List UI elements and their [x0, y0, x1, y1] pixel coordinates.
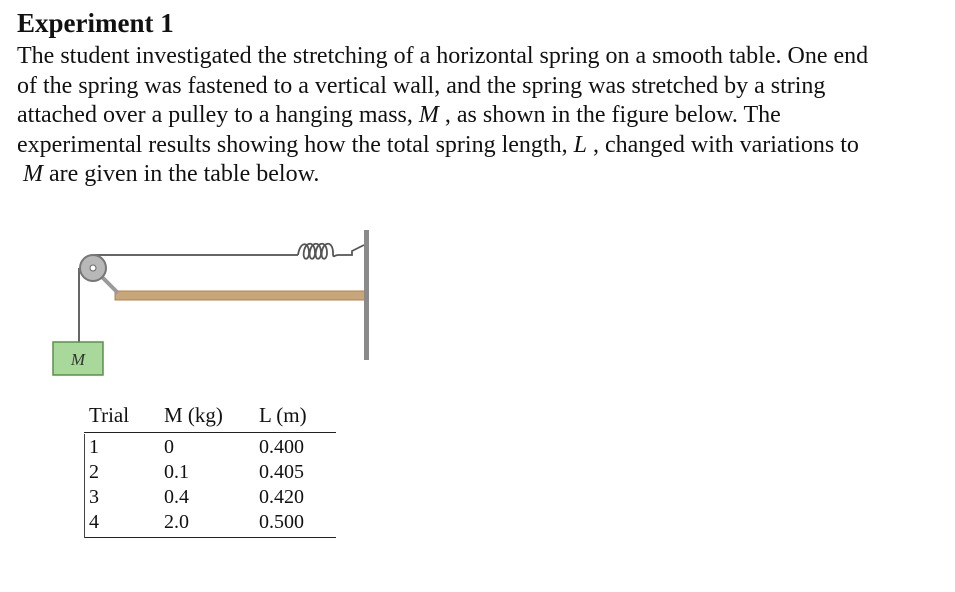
table-top-rule — [84, 432, 336, 433]
description-paragraph — [17, 42, 942, 190]
paragraph-line-5: M are given in the table below. — [23, 161, 320, 187]
vertical-wall — [364, 230, 369, 360]
table-bottom-rule — [84, 537, 336, 538]
cell-length: 0.405 — [259, 461, 304, 483]
results-table — [84, 398, 344, 538]
table-row — [84, 460, 344, 485]
spring-icon — [298, 244, 364, 259]
cell-mass: 0.1 — [164, 461, 189, 483]
paragraph-line-4: experimental results showing how the total spring length, L , changed with variations to — [17, 131, 859, 158]
cell-mass: 2.0 — [164, 511, 189, 533]
paragraph-line-3: attached over a pulley to a hanging mass, M , as shown in the figure below. The — [17, 102, 781, 128]
cell-trial: 4 — [89, 511, 99, 533]
cell-length: 0.400 — [259, 436, 304, 458]
cell-mass: 0 — [164, 436, 174, 458]
spring-apparatus-figure — [0, 215, 420, 380]
variable-l: L — [573, 131, 587, 158]
table-top — [115, 291, 365, 300]
section-heading: Experiment 1 — [17, 8, 174, 38]
cell-trial: 1 — [89, 436, 99, 458]
cell-length: 0.500 — [259, 511, 304, 533]
cell-trial: 2 — [89, 461, 99, 483]
paragraph-line-1: The student investigated the stretching of a horizontal spring on a smooth table. One end — [17, 43, 869, 69]
header-trial: Trial — [89, 403, 130, 427]
table-header-row — [84, 398, 344, 432]
pulley-axle — [90, 265, 96, 271]
cell-length: 0.420 — [259, 486, 304, 508]
header-length: L (m) — [259, 403, 307, 427]
table-row — [84, 510, 344, 535]
cell-trial: 3 — [89, 486, 99, 508]
table-row — [84, 485, 344, 510]
paragraph-line-2: of the spring was fastened to a vertical wall, and the spring was stretched by a string — [17, 72, 826, 99]
cell-mass: 0.4 — [164, 486, 189, 508]
variable-m: M — [418, 102, 439, 128]
variable-m: M — [23, 161, 43, 187]
header-mass: M (kg) — [164, 403, 223, 427]
mass-label: M — [70, 350, 86, 369]
table-row — [84, 435, 344, 460]
